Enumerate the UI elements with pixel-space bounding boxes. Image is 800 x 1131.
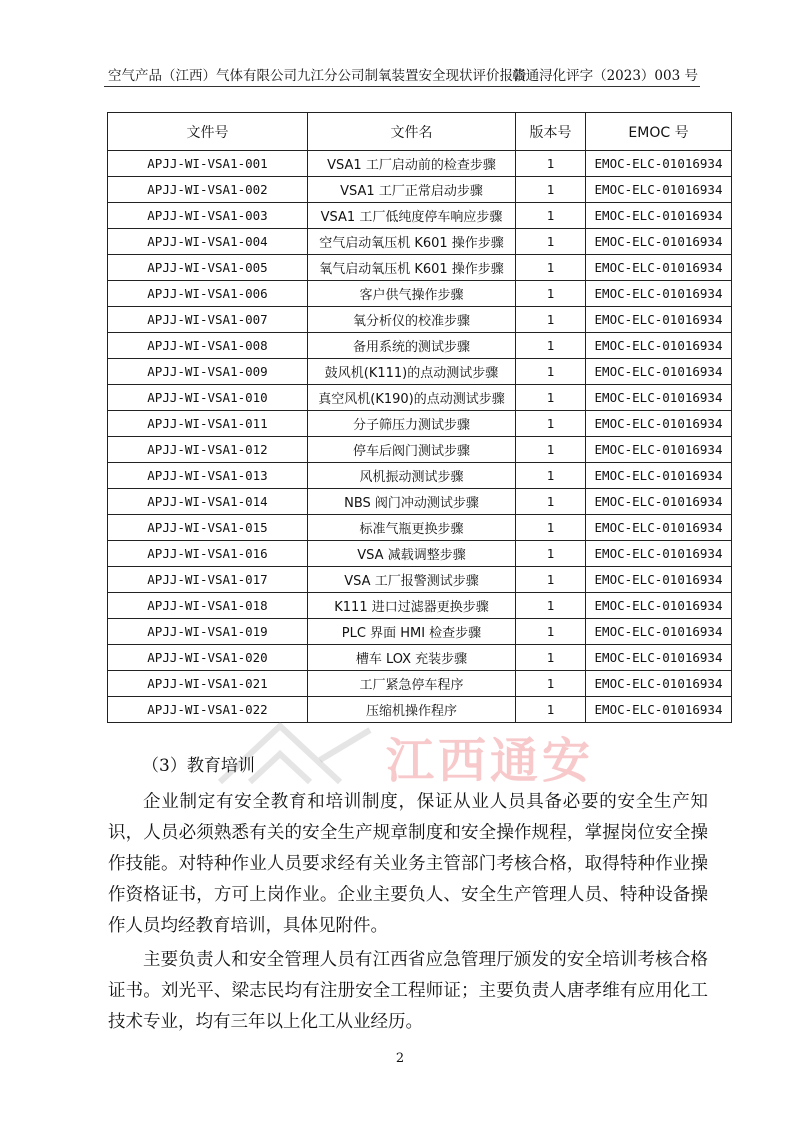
- cell-file-number: APJJ-WI-VSA1-002: [108, 177, 308, 203]
- cell-file-name: 压缩机操作程序: [308, 697, 516, 723]
- table-row: [108, 437, 732, 463]
- cell-file-number: APJJ-WI-VSA1-009: [108, 359, 308, 385]
- watermark: [210, 720, 595, 790]
- table-row: [108, 593, 732, 619]
- column-header-version: 版本号: [516, 113, 586, 151]
- cell-file-number: APJJ-WI-VSA1-020: [108, 645, 308, 671]
- cell-file-name: PLC 界面 HMI 检查步骤: [308, 619, 516, 645]
- cell-file-number: APJJ-WI-VSA1-015: [108, 515, 308, 541]
- cell-emoc: EMOC-ELC-01016934: [586, 437, 732, 463]
- table-row: [108, 203, 732, 229]
- document-table: [107, 112, 732, 723]
- column-header-file-name: 文件名: [308, 113, 516, 151]
- cell-file-number: APJJ-WI-VSA1-013: [108, 463, 308, 489]
- header-rule: [104, 86, 700, 87]
- header-report-number: 赣通浔化评字（2023）003 号: [512, 68, 698, 84]
- cell-file-name: 槽车 LOX 充装步骤: [308, 645, 516, 671]
- cell-file-name: VSA1 工厂启动前的检查步骤: [308, 151, 516, 177]
- cell-version: 1: [516, 229, 586, 255]
- cell-emoc: EMOC-ELC-01016934: [586, 645, 732, 671]
- table-row: [108, 567, 732, 593]
- cell-emoc: EMOC-ELC-01016934: [586, 281, 732, 307]
- cell-file-number: APJJ-WI-VSA1-010: [108, 385, 308, 411]
- cell-file-number: APJJ-WI-VSA1-018: [108, 593, 308, 619]
- cell-file-number: APJJ-WI-VSA1-006: [108, 281, 308, 307]
- cell-emoc: EMOC-ELC-01016934: [586, 489, 732, 515]
- cell-version: 1: [516, 151, 586, 177]
- cell-emoc: EMOC-ELC-01016934: [586, 541, 732, 567]
- cell-file-name: 真空风机(K190)的点动测试步骤: [308, 385, 516, 411]
- cell-file-name: 氧气启动氧压机 K601 操作步骤: [308, 255, 516, 281]
- cell-file-name: K111 进口过滤器更换步骤: [308, 593, 516, 619]
- cell-file-name: VSA 工厂报警测试步骤: [308, 567, 516, 593]
- cell-file-number: APJJ-WI-VSA1-007: [108, 307, 308, 333]
- table-row: [108, 489, 732, 515]
- cell-file-number: APJJ-WI-VSA1-021: [108, 671, 308, 697]
- cell-emoc: EMOC-ELC-01016934: [586, 177, 732, 203]
- table-row: [108, 229, 732, 255]
- table-row: [108, 281, 732, 307]
- cell-file-number: APJJ-WI-VSA1-003: [108, 203, 308, 229]
- table-body: [108, 151, 732, 723]
- cell-version: 1: [516, 281, 586, 307]
- table-row: [108, 177, 732, 203]
- cell-emoc: EMOC-ELC-01016934: [586, 593, 732, 619]
- cell-version: 1: [516, 593, 586, 619]
- cell-emoc: EMOC-ELC-01016934: [586, 619, 732, 645]
- cell-emoc: EMOC-ELC-01016934: [586, 359, 732, 385]
- cell-file-name: 分子筛压力测试步骤: [308, 411, 516, 437]
- table-row: [108, 333, 732, 359]
- cell-version: 1: [516, 489, 586, 515]
- cell-file-number: APJJ-WI-VSA1-016: [108, 541, 308, 567]
- cell-version: 1: [516, 437, 586, 463]
- cell-emoc: EMOC-ELC-01016934: [586, 203, 732, 229]
- table-row: [108, 645, 732, 671]
- cell-file-number: APJJ-WI-VSA1-019: [108, 619, 308, 645]
- cell-version: 1: [516, 567, 586, 593]
- cell-file-number: APJJ-WI-VSA1-012: [108, 437, 308, 463]
- cell-emoc: EMOC-ELC-01016934: [586, 307, 732, 333]
- cell-emoc: EMOC-ELC-01016934: [586, 151, 732, 177]
- cell-version: 1: [516, 359, 586, 385]
- table-row: [108, 697, 732, 723]
- cell-version: 1: [516, 307, 586, 333]
- page-header: [108, 64, 698, 84]
- table-row: [108, 255, 732, 281]
- cell-file-number: APJJ-WI-VSA1-004: [108, 229, 308, 255]
- table-row: [108, 515, 732, 541]
- cell-file-name: 工厂紧急停车程序: [308, 671, 516, 697]
- table-row: [108, 385, 732, 411]
- cell-version: 1: [516, 671, 586, 697]
- section-title: （3）教育培训: [142, 756, 255, 776]
- paragraph: 主要负责人和安全管理人员有江西省应急管理厅颁发的安全培训考核合格证书。刘光平、梁志民均有注册安全工程师证；主要负责人唐孝维有应用化工技术专业，均有三年以上化工从业经历。: [108, 950, 708, 1032]
- cell-emoc: EMOC-ELC-01016934: [586, 411, 732, 437]
- cell-file-name: 风机振动测试步骤: [308, 463, 516, 489]
- cell-file-name: 客户供气操作步骤: [308, 281, 516, 307]
- cell-file-name: VSA 减载调整步骤: [308, 541, 516, 567]
- cell-file-name: 停车后阀门测试步骤: [308, 437, 516, 463]
- cell-file-name: NBS 阀门冲动测试步骤: [308, 489, 516, 515]
- cell-version: 1: [516, 177, 586, 203]
- header-report-title: 空气产品（江西）气体有限公司九江分公司制氧装置安全现状评价报告: [108, 68, 527, 84]
- cell-emoc: EMOC-ELC-01016934: [586, 463, 732, 489]
- page-number: 2: [395, 1051, 405, 1066]
- cell-file-number: APJJ-WI-VSA1-017: [108, 567, 308, 593]
- cell-file-name: 鼓风机(K111)的点动测试步骤: [308, 359, 516, 385]
- table-row: [108, 151, 732, 177]
- cell-emoc: EMOC-ELC-01016934: [586, 255, 732, 281]
- cell-emoc: EMOC-ELC-01016934: [586, 697, 732, 723]
- column-header-file-number: 文件号: [108, 113, 308, 151]
- table-row: [108, 359, 732, 385]
- table-row: [108, 541, 732, 567]
- cell-version: 1: [516, 463, 586, 489]
- cell-emoc: EMOC-ELC-01016934: [586, 671, 732, 697]
- cell-version: 1: [516, 645, 586, 671]
- cell-file-number: APJJ-WI-VSA1-014: [108, 489, 308, 515]
- paragraph: 企业制定有安全教育和培训制度，保证从业人员具备必要的安全生产知识，人员必须熟悉有关的安全生产规章制度和安全操作规程，掌握岗位安全操作技能。对特种作业人员要求经有关业务主管部门考核合格，取得特种作业操作资格证书，方可上岗作业。企业主要负人、安全生产管理人员、特种设备操作人员均经教育培训，具体见附件。: [108, 792, 708, 936]
- cell-file-number: APJJ-WI-VSA1-001: [108, 151, 308, 177]
- cell-file-name: 空气启动氧压机 K601 操作步骤: [308, 229, 516, 255]
- table-row: [108, 411, 732, 437]
- table-row: [108, 619, 732, 645]
- cell-file-name: 标准气瓶更换步骤: [308, 515, 516, 541]
- cell-version: 1: [516, 203, 586, 229]
- cell-emoc: EMOC-ELC-01016934: [586, 567, 732, 593]
- cell-file-name: VSA1 工厂低纯度停车响应步骤: [308, 203, 516, 229]
- cell-version: 1: [516, 541, 586, 567]
- cell-emoc: EMOC-ELC-01016934: [586, 333, 732, 359]
- cell-version: 1: [516, 515, 586, 541]
- cell-version: 1: [516, 333, 586, 359]
- cell-file-name: 备用系统的测试步骤: [308, 333, 516, 359]
- cell-file-number: APJJ-WI-VSA1-008: [108, 333, 308, 359]
- column-header-emoc: EMOC 号: [586, 113, 732, 151]
- cell-file-name: VSA1 工厂正常启动步骤: [308, 177, 516, 203]
- cell-version: 1: [516, 411, 586, 437]
- cell-version: 1: [516, 697, 586, 723]
- cell-version: 1: [516, 619, 586, 645]
- cell-emoc: EMOC-ELC-01016934: [586, 229, 732, 255]
- watermark-text: 江西通安: [386, 733, 595, 789]
- table-row: [108, 463, 732, 489]
- cell-file-number: APJJ-WI-VSA1-005: [108, 255, 308, 281]
- cell-version: 1: [516, 255, 586, 281]
- table-row: [108, 671, 732, 697]
- cell-emoc: EMOC-ELC-01016934: [586, 385, 732, 411]
- cell-version: 1: [516, 385, 586, 411]
- cell-file-number: APJJ-WI-VSA1-011: [108, 411, 308, 437]
- cell-file-name: 氧分析仪的校准步骤: [308, 307, 516, 333]
- cell-file-number: APJJ-WI-VSA1-022: [108, 697, 308, 723]
- table-header-row: [108, 113, 732, 151]
- cell-emoc: EMOC-ELC-01016934: [586, 515, 732, 541]
- table-row: [108, 307, 732, 333]
